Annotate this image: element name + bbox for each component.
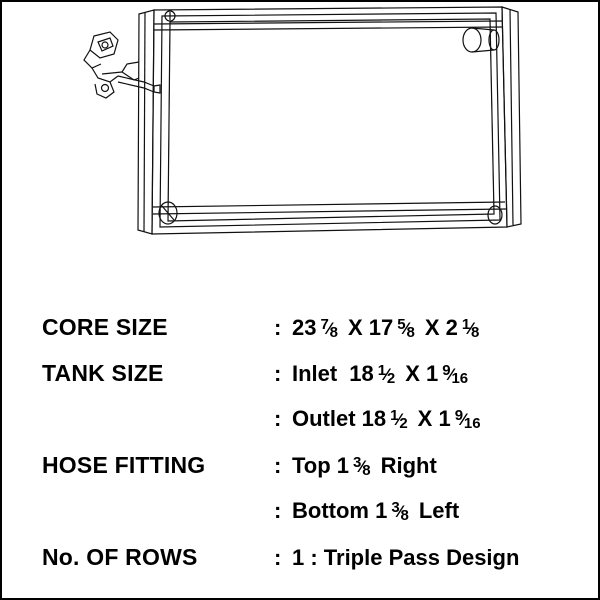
spec-label: CORE SIZE <box>42 314 168 340</box>
cooler-fitting-port <box>102 42 108 48</box>
top-tank-line-2 <box>154 27 502 30</box>
spec-label: TANK SIZE <box>42 360 164 386</box>
top-inlet-neck <box>463 28 481 52</box>
spec-value-hose-bottom: Bottom 1 3⁄8 Left <box>292 498 460 524</box>
spec-label: HOSE FITTING <box>42 452 206 478</box>
spec-colon: : <box>274 498 282 523</box>
left-side-tank <box>138 10 154 234</box>
spec-label: No. OF ROWS <box>42 544 198 570</box>
spec-value-tank-outlet: Outlet 18 1⁄2 X 1 9⁄16 <box>292 406 481 432</box>
spec-colon: : <box>274 453 282 478</box>
spec-row-number-of-rows <box>42 544 584 590</box>
cooler-fitting-bolt <box>102 85 109 92</box>
bottom-tank-line-1 <box>153 202 505 207</box>
spec-row-hose-fitting-top <box>42 452 584 498</box>
left-tank-crease <box>144 12 145 232</box>
spec-value-hose-top: Top 1 3⁄8 Right <box>292 453 437 479</box>
spec-row-hose-fitting-bottom <box>42 498 584 544</box>
radiator-core-outline <box>160 13 500 227</box>
radiator-drawing-svg <box>2 2 598 292</box>
spec-colon: : <box>274 361 282 386</box>
cooler-fitting-bracket <box>92 68 118 82</box>
cooler-tube-upper <box>118 76 154 86</box>
radiator-illustration <box>2 2 598 292</box>
spec-value-tank-inlet: Inlet 18 1⁄2 X 1 9⁄16 <box>292 361 469 387</box>
spec-colon: : <box>274 545 282 570</box>
bottom-tank-line-2 <box>153 209 506 214</box>
spec-row-core-size <box>42 314 584 360</box>
bracket-arm <box>102 72 122 74</box>
right-tank-crease <box>510 9 513 225</box>
core-left-edge <box>168 22 170 221</box>
spec-colon: : <box>274 315 282 340</box>
specifications-table <box>2 302 598 598</box>
spec-row-tank-size-inlet <box>42 360 584 406</box>
cooler-tube-flange <box>154 85 160 93</box>
spec-value-number-of-rows: 1 : Triple Pass Design <box>292 545 520 570</box>
radiator-outer-frame <box>152 7 507 234</box>
radiator-core-fin-area <box>168 19 494 221</box>
spec-row-tank-size-outlet <box>42 406 584 452</box>
cooler-fitting-body <box>90 32 118 58</box>
spec-value-core-size: 23 7⁄8 X 17 5⁄8 X 2 1⁄8 <box>292 315 480 341</box>
core-right-edge <box>490 19 494 214</box>
spec-colon: : <box>274 406 282 431</box>
cooler-fitting-face <box>98 38 113 51</box>
